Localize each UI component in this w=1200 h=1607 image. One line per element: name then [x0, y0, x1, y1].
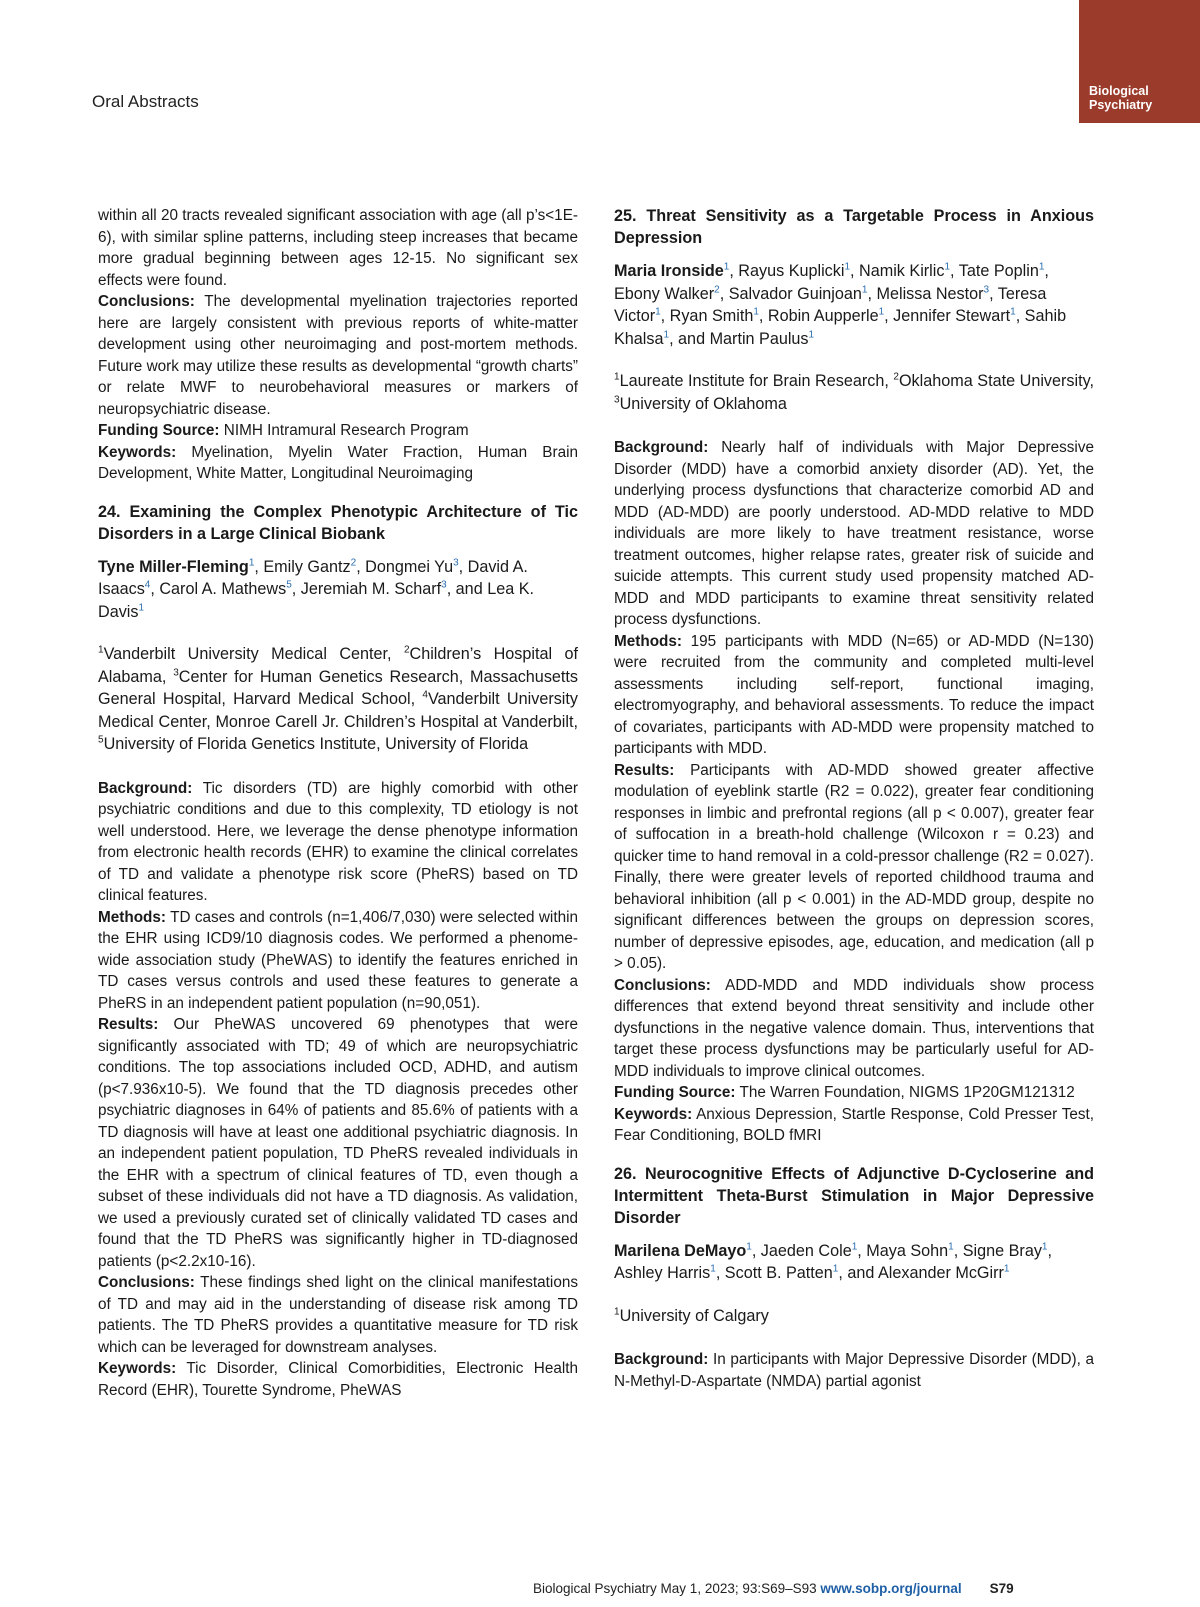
section-label: Methods:: [614, 632, 682, 650]
abstract-25-authors: Maria Ironside$^1$, Rayus Kuplicki$^1$, Namik Kirlic$^1$, Tate Poplin$^1$, Ebony Walker$^2$, Salvador Guinjoan$^1$, Melissa Nestor$^3$, Teresa Victor$^1$, Ryan Smith$^1$, Robin Aupperle$^1$, Jennifer Stewart$^1$, Sahib Khalsa$^1$, and Martin Paulus$^1$: [614, 261, 1067, 348]
journal-url-link[interactable]: www.sobp.org/journal: [820, 1581, 962, 1596]
continued-text: within all 20 tracts revealed significant association with age (all p’s<1E-6), with similar spline patterns, including steep increases that became more gradual beginning between ages 12-15. No significant sex effects were found.: [98, 207, 578, 289]
abstract-24-authors: Tyne Miller-Fleming$^1$, Emily Gantz$^2$, Dongmei Yu$^3$, David A. Isaacs$^4$, Carol A. Mathews$^5$, Jeremiah M. Scharf$^3$, and Lea K. Davis$^1$: [98, 557, 534, 621]
conclusions-paragraph: [614, 975, 1094, 1083]
running-header-section: Oral Abstracts: [92, 92, 199, 111]
page-footer: [533, 1581, 1014, 1596]
left-column: [98, 205, 578, 1401]
section-text: Nearly half of individuals with Major Depressive Disorder (MDD) have a comorbid anxiety disorder (AD). Yet, the underlying process dysfunctions that characterize comorbid AD and MDD (AD-MDD) are poorly understood. AD-MDD relative to MDD individuals are more likely to have treatment resistance, worse treatment outcomes, higher relapse rates, greater risk of suicide and suicide attempts. This current study used propensity matched AD-MDD and MDD participants to examine threat sensitivity related process dysfunctions.: [614, 439, 1094, 628]
section-label: Background:: [614, 1351, 709, 1368]
section-label: Funding Source:: [614, 1084, 736, 1101]
footer-citation: Biological Psychiatry May 1, 2023; 93:S69–S93: [533, 1581, 821, 1596]
page-number: S79: [989, 1581, 1014, 1596]
section-text: These findings shed light on the clinical manifestations of TD and may aid in the understanding of disease risk among TD patients. The TD PheRS provides a quantitative measure for TD risk which can be leveraged for downstream analyses.: [98, 1274, 578, 1356]
right-column: [614, 205, 1094, 1392]
section-text: 195 participants with MDD (N=65) or AD-MDD (N=130) were recruited from the community and completed multi-level assessments including self-report, functional imaging, electromyography, and behavioral assessments. To reduce the impact of covariates, participants with AD-MDD were propensity matched to participants with MDD.: [614, 632, 1094, 757]
section-text: The developmental myelination trajectories reported here are largely consistent with previous reports of white-matter development using other neuroimaging and post-mortem methods. Future work may utilize these results as developmental “growth charts” or relate MWF to neurobehavioral measures or markers of neuropsychiatric disease.: [98, 293, 578, 418]
journal-logo-tab: [1079, 0, 1200, 123]
methods-paragraph: [614, 631, 1094, 760]
journal-name-line1: Biological: [1089, 84, 1149, 98]
section-label: Funding Source:: [98, 422, 220, 439]
abstract-26-title: 26. Neurocognitive Effects of Adjunctive D-Cycloserine and Intermittent Theta-Burst Stimulation in Major Depressive Disorder: [614, 1164, 1094, 1227]
background-paragraph: [614, 1349, 1094, 1392]
section-label: Keywords:: [98, 443, 177, 461]
results-paragraph: [614, 760, 1094, 975]
section-label: Results:: [98, 1016, 159, 1033]
section-label: Conclusions:: [98, 1274, 195, 1291]
conclusions-paragraph: [98, 291, 578, 420]
abstract-24-title: 24. Examining the Complex Phenotypic Architecture of Tic Disorders in a Large Clinical Biobank: [98, 502, 578, 543]
abstract-24-affiliations: $^1$Vanderbilt University Medical Center, $^2$Children’s Hospital of Alabama, $^3$Center for Human Genetics Research, Massachusetts General Hospital, Harvard Medical School, $^4$Vanderbilt University Medical Center, Monroe Carell Jr. Children’s Hospital at Vanderbilt, $^5$University of Florida Genetics Institute, University of Florida: [98, 644, 578, 753]
results-paragraph: [98, 1014, 578, 1272]
abstract-26-affiliations: $^1$University of Calgary: [614, 1306, 769, 1325]
section-label: Background:: [614, 439, 709, 456]
section-label: Methods:: [98, 908, 166, 926]
section-text: Myelination, Myelin Water Fraction, Human Brain Development, White Matter, Longitudinal Neuroimaging: [98, 443, 578, 482]
keywords-paragraph: [98, 442, 578, 485]
background-paragraph: [614, 437, 1094, 631]
abstract-25-affiliations: $^1$Laureate Institute for Brain Research, $^2$Oklahoma State University, $^3$University of Oklahoma: [614, 371, 1094, 413]
section-label: Conclusions:: [98, 293, 195, 310]
section-text: TD cases and controls (n=1,406/7,030) were selected within the EHR using ICD9/10 diagnosis codes. We performed a phenome-wide association study (PheWAS) to identify the features enriched in TD cases versus controls and used these features to generate a PheRS in an independent patient population (n=90,051).: [98, 908, 578, 1012]
section-label: Background:: [98, 779, 193, 797]
funding-paragraph: [98, 420, 578, 442]
background-paragraph: [98, 778, 578, 907]
section-text: Participants with AD-MDD showed greater affective modulation of eyeblink startle (R2 = 0.022), greater fear conditioning responses in limbic and prefrontal regions (all p < 0.007), greater fear of suffocation in a breath-hold challenge (Wilcoxon r = 0.23) and quicker time to hand removal in a cold-pressor challenge (R2 = 0.027). Finally, there were greater levels of reported childhood trauma and behavioral inhibition (all p < 0.001) in the AD-MDD group, despite no significant differences between the groups on depression scores, number of depressive episodes, age, education, and medication (all p > 0.05).: [614, 761, 1094, 972]
abstract-26-authors: Marilena DeMayo$^1$, Jaeden Cole$^1$, Maya Sohn$^1$, Signe Bray$^1$, Ashley Harris$^1$, Scott B. Patten$^1$, and Alexander McGirr$^1$: [614, 1241, 1052, 1282]
section-label: Conclusions:: [614, 976, 711, 994]
section-text: The Warren Foundation, NIGMS 1P20GM121312: [735, 1084, 1075, 1101]
methods-paragraph: [98, 907, 578, 1015]
funding-paragraph: [614, 1082, 1094, 1104]
journal-name-line2: Psychiatry: [1089, 98, 1153, 112]
section-text: ADD-MDD and MDD individuals show process differences that extend beyond threat sensitivity and include other dysfunctions in the negative valence domain. Thus, interventions that target these process dysfunctions may be particularly useful for AD-MDD individuals to improve clinical outcomes.: [614, 976, 1094, 1080]
section-text: Anxious Depression, Startle Response, Cold Presser Test, Fear Conditioning, BOLD fMRI: [614, 1105, 1094, 1144]
section-label: Keywords:: [98, 1360, 177, 1377]
keywords-paragraph: [614, 1104, 1094, 1147]
section-text: Tic disorders (TD) are highly comorbid with other psychiatric conditions and due to this complexity, TD etiology is not well understood. Here, we leverage the dense phenotype information from electronic health records (EHR) to examine the clinical correlates of TD and validate a phenotype risk score (PheRS) based on TD clinical features.: [98, 779, 578, 904]
abstract-25-title: 25. Threat Sensitivity as a Targetable Process in Anxious Depression: [614, 207, 1094, 247]
section-label: Results:: [614, 761, 675, 779]
section-label: Keywords:: [614, 1105, 693, 1123]
section-text: In participants with Major Depressive Disorder (MDD), a N-Methyl-D-Aspartate (NMDA) partial agonist: [614, 1351, 1094, 1390]
keywords-paragraph: [98, 1358, 578, 1401]
section-text: Tic Disorder, Clinical Comorbidities, Electronic Health Record (EHR), Tourette Syndrome, PheWAS: [98, 1360, 578, 1399]
conclusions-paragraph: [98, 1272, 578, 1358]
section-text: Our PheWAS uncovered 69 phenotypes that were significantly associated with TD; 49 of which are neuropsychiatric conditions. The top associations included OCD, ADHD, and autism (p<7.936x10-5). We found that the TD diagnosis precedes other psychiatric diagnoses in 64% of patients and 85.6% of patients with a TD diagnosis will have at least one additional psychiatric diagnosis. In an independent patient population, TD PheRS revealed individuals in the EHR with a spectrum of clinical features of TD, even though a subset of these individuals did not have a TD diagnosis. As validation, we used a previously curated set of clinically validated TD cases and found that the TD PheRS was significantly higher in TD-diagnosed patients (p<2.2x10-16).: [98, 1016, 578, 1270]
section-text: NIMH Intramural Research Program: [219, 422, 469, 439]
